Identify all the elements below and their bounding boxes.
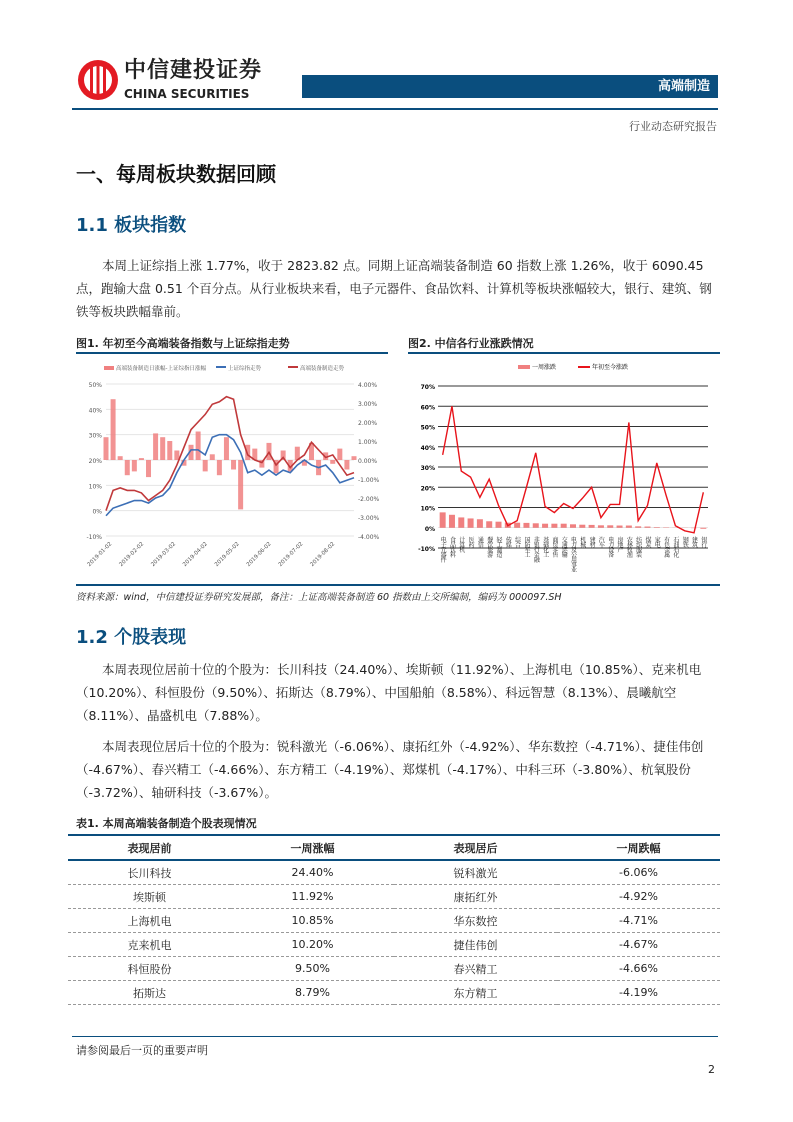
y-tick-label: 50% [88,382,102,389]
table-cell: 科恒股份 [68,957,231,981]
stock-section [76,626,720,1005]
x-tick-label: 2019-08-02 [309,541,337,569]
legend-swatch [104,366,114,370]
table-row [68,933,720,957]
weekly-bar [533,523,539,527]
table-cell: 华东数控 [394,909,557,933]
weekly-bar [514,523,520,528]
y-right-tick-label: 1.00% [358,439,378,446]
category-label: 银行 [699,536,707,547]
diff-bar [196,432,201,461]
source-note: 资料来源：wind，中信建投证券研究发展部，备注：上证高端装备制造 60 指数由上交所编制，编码为 000097.SH [76,592,562,603]
logo-cn: 中信建投证券 [124,58,263,83]
x-tick-label: 2019-05-02 [213,541,241,569]
y-tick-label: 40% [88,407,102,415]
weekly-bar [449,515,455,528]
category-label: 石油石化 [671,536,679,557]
table-cell: 24.40% [231,860,394,885]
figure-rule [76,352,388,354]
y-tick-label: 10% [88,483,102,491]
category-label: 计算机 [457,536,465,552]
subsection-title: 1.1 板块指数 [76,215,187,236]
diff-bar [245,445,250,460]
diff-bar [104,437,109,460]
weekly-bar [607,525,613,527]
category-label: 医药 [467,536,475,547]
weekly-bar [477,519,483,528]
figure-title: 图2. 中信各行业涨跌情况 [408,337,534,350]
category-label: 电力设备 [606,536,614,557]
industry-change-chart [408,356,720,584]
weekly-bar [440,512,446,527]
paragraph: 本周表现位居后十位的个股为：锐科激光（-6.06%）、康拓红外（-4.92%）、华东数控（-4.71%）、捷佳伟创（-4.67%）、春兴精工（-4.66%）、东方精工（-4.19%）、郑煤机（-4.17%）、中科三环（-3.80%）、杭氧股份（-3.72%）、轴研科技（-3.67%）。 [76,739,704,800]
y-tick-label: 20% [88,458,102,465]
category-label: 商贸零售 [550,536,558,557]
category-label: 房地产 [616,536,624,552]
y-tick-label: 60% [420,404,435,412]
y-tick-label: 40% [420,444,435,452]
table-cell: 康拓红外 [394,885,557,909]
legend-label: 高端装备制造走势 [300,366,345,372]
table-cell: 春兴精工 [394,957,557,981]
category-label: 纺织服装 [634,536,642,557]
paragraph: 本周上证综指上涨 1.77%，收于 2823.82 点。同期上证高端装备制造 60 指数上涨 1.26%，收于 6090.45 点，跑输大盘 0.51 个百分点。从行业板块来看，电子元器件、食品饮料、计算机等板块涨幅较大，银行、建筑、钢铁等板块跌幅靠前。 [76,258,712,319]
y-tick-label: 30% [88,432,102,440]
table-cell: 克来机电 [68,933,231,957]
x-tick-label: 2019-06-02 [245,541,273,569]
y-tick-label: 20% [420,485,435,493]
table-cell: -4.92% [557,885,720,909]
y-tick-label: 0% [424,525,435,533]
table-cell: 9.50% [231,957,394,981]
weekly-bar [551,524,557,528]
weekly-bar [644,527,650,528]
category-label: 家电 [653,536,661,547]
y-tick-label: 30% [420,465,435,472]
table-row [68,860,720,885]
y-right-tick-label: 4.00% [358,382,378,389]
x-tick-label: 2019-07-02 [277,541,305,569]
category-label: 食品饮料 [448,536,456,557]
weekly-bar [635,526,641,527]
x-tick-label: 2019-03-02 [150,541,178,569]
table-row [68,981,720,1005]
weekly-bar [468,518,474,527]
table-cell: 11.92% [231,885,394,909]
table-cell: 拓斯达 [68,981,231,1005]
x-tick-label: 2019-04-02 [182,541,209,569]
table-cell: 10.20% [231,933,394,957]
category-label: 传媒 [504,536,512,547]
table-cell: 锐科激光 [394,860,557,885]
table-cell: -4.19% [557,981,720,1005]
weekly-bar [589,525,595,528]
report-type: 行业动态研究报告 [629,120,717,133]
category-label: 国防军工 [522,536,530,557]
y-right-tick-label: 3.00% [358,401,378,408]
y-right-tick-label: 2.00% [358,420,378,427]
subsection-title: 1.2 个股表现 [76,627,187,648]
table-row [68,885,720,909]
weekly-bar [486,521,492,527]
weekly-bar [561,524,567,528]
category-label: 建筑 [690,536,698,547]
table-row [68,909,720,933]
ytd-line [443,406,704,533]
high-end-equipment-line [106,397,354,511]
category-label: 电力及公用事业 [569,536,577,572]
weekly-bar [570,524,576,527]
legend-swatch [578,366,590,368]
diff-bar [160,437,165,460]
index-trend-chart [76,356,388,584]
diff-bar [337,449,342,460]
legend-swatch [216,366,226,368]
weekly-bar [598,525,604,527]
y-right-tick-label: -2.00% [358,496,380,503]
weekly-bar [496,522,502,528]
category-label: 电子元器件 [439,536,447,562]
china-securities-logo-icon [76,58,120,102]
disclaimer: 请参阅最后一页的重要声明 [76,1044,208,1057]
col-header: 一周跌幅 [557,835,720,860]
table-cell: -4.66% [557,957,720,981]
diff-bar [231,460,236,470]
category-label: 轻工制造 [495,536,503,557]
category-label: 农林牧渔 [625,536,633,557]
legend-label: 高端装备制造日涨幅-上证综指日涨幅 [116,366,206,372]
diff-bar [125,460,130,475]
category-label: 有色金属 [662,536,670,557]
table-title: 表1. 本周高端装备制造个股表现情况 [76,817,257,830]
diff-bar [118,456,123,460]
weekly-bar [617,526,623,528]
category-label: 钢铁 [681,536,689,547]
col-header: 一周涨幅 [231,835,394,860]
category-label: 煤炭 [643,536,651,547]
diff-bar [153,433,158,460]
diff-bar [203,460,208,471]
diff-bar [111,399,116,460]
weekly-bar [700,528,706,529]
figure-rule [76,584,720,586]
weekly-bar [626,526,632,528]
x-tick-label: 2019-01-02 [86,541,114,569]
diff-bar [330,460,335,464]
y-tick-label: -10% [86,534,102,541]
diff-bar [167,441,172,460]
col-header: 表现居前 [68,835,231,860]
y-right-tick-label: -3.00% [358,515,380,522]
table-cell: -4.71% [557,909,720,933]
category-label: 基础化工 [541,536,549,557]
table-cell: -4.67% [557,933,720,957]
y-tick-label: -10% [418,546,435,553]
legend-label: 年初至今涨跌 [592,364,629,371]
diff-bar [224,437,229,460]
y-right-tick-label: 0.00% [358,458,378,465]
category-label: 交通运输 [560,536,568,557]
category-label: 机械 [578,536,586,547]
table-cell: 8.79% [231,981,394,1005]
legend-swatch [518,365,530,369]
y-tick-label: 0% [92,508,102,516]
category-label: 建材 [588,536,596,547]
category-label: 综合 [513,536,521,547]
diff-bar [217,460,222,475]
diff-bar [352,456,357,460]
diff-bar [238,460,243,509]
table-cell: 上海机电 [68,909,231,933]
x-tick-label: 2019-02-02 [118,541,146,569]
table-cell: 长川科技 [68,860,231,885]
category-label: 非银行金融 [532,536,540,562]
sector-banner: 高端制造 [302,75,718,98]
legend-label: 一周涨跌 [532,364,557,371]
legend-swatch [288,366,298,368]
weekly-bar [654,527,660,528]
diff-bar [139,458,144,460]
y-tick-label: 70% [420,384,435,391]
table-cell: -6.06% [557,860,720,885]
category-label: 通信 [476,536,484,547]
footer-rule [72,1036,718,1037]
stock-performance-table [68,834,720,1005]
y-right-tick-label: -1.00% [358,477,380,484]
weekly-bar [579,525,585,528]
category-label: 餐饮旅游 [485,536,493,557]
table-cell: 捷佳伟创 [394,933,557,957]
weekly-bar [523,523,529,528]
y-right-tick-label: -4.00% [358,534,380,541]
page-number: 2 [708,1063,715,1076]
paragraph: 本周表现位居前十位的个股为：长川科技（24.40%）、埃斯顿（11.92%）、上海机电（10.85%）、克来机电（10.20%）、科恒股份（9.50%）、拓斯达（8.79%）、中国船舶（8.58%）、科远智慧（8.13%）、晨曦航空（8.11%）、晶盛机电（7.88%）。 [76,662,702,723]
y-tick-label: 50% [420,424,435,432]
weekly-bar [458,517,464,527]
figure-title: 图1. 年初至今高端装备指数与上证综指走势 [76,337,290,350]
diff-bar [146,460,151,477]
header-rule [72,108,718,110]
table-cell: 东方精工 [394,981,557,1005]
diff-bar [344,460,349,470]
section-title: 一、每周板块数据回顾 [76,162,276,186]
weekly-bar [542,524,548,528]
table-cell: 埃斯顿 [68,885,231,909]
table-cell: 10.85% [231,909,394,933]
diff-bar [210,454,215,460]
legend-label: 上证综指走势 [228,366,262,372]
figure-rule [408,352,720,354]
col-header: 表现居后 [394,835,557,860]
logo-en: CHINA SECURITIES [124,87,250,101]
table-row [68,957,720,981]
table-header-row [68,835,720,860]
y-tick-label: 10% [420,505,435,513]
category-label: 汽车 [597,536,605,547]
diff-bar [132,460,137,471]
